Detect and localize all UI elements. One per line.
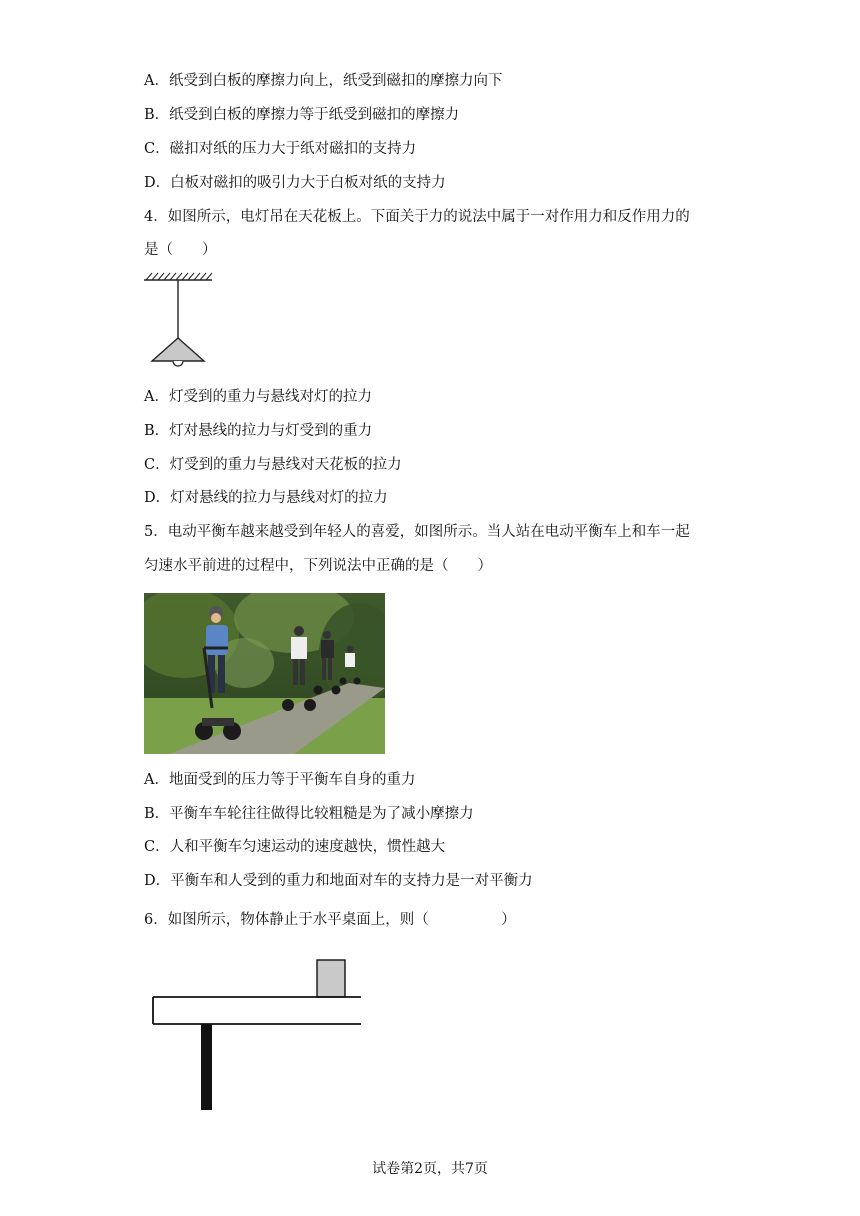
block [317,960,345,997]
q5-option-a: A．地面受到的压力等于平衡车自身的重力 [144,772,416,788]
q5-option-d: D．平衡车和人受到的重力和地面对车的支持力是一对平衡力 [144,873,533,889]
q4-option-c: C．灯受到的重力与悬线对天花板的拉力 [144,457,402,473]
table-leg [201,1024,212,1110]
q5-stem-line1: 5．电动平衡车越来越受到年轻人的喜爱，如图所示。当人站在电动平衡车上和车一起 [144,524,690,540]
q5-option-b: B．平衡车车轮往往做得比较粗糙是为了减小摩擦力 [144,806,474,822]
q3-option-d: D．白板对磁扣的吸引力大于白板对纸的支持力 [144,175,446,191]
q4-option-d: D．灯对悬线的拉力与悬线对灯的拉力 [144,490,388,506]
hanging-lamp-figure [140,268,220,376]
bulb [173,361,183,366]
q4-stem-line1: 4．如图所示，电灯吊在天花板上。下面关于力的说法中属于一对作用力和反作用力的 [144,209,690,225]
q4-option-b: B．灯对悬线的拉力与灯受到的重力 [144,423,373,439]
q5-option-c: C．人和平衡车匀速运动的速度越快，惯性越大 [144,839,446,855]
q6-stem: 6．如图所示，物体静止于水平桌面上，则（ ） [144,912,516,928]
balance-scooter-photo [144,593,385,754]
q3-option-b: B．纸受到白板的摩擦力等于纸受到磁扣的摩擦力 [144,107,460,123]
page-footer: 试卷第2页，共7页 [372,1161,488,1177]
q4-stem-line2: 是（ ） [144,242,217,258]
ceiling-hatching [146,273,212,280]
table-block-figure [148,955,364,1115]
q5-stem-line2: 匀速水平前进的过程中，下列说法中正确的是（ ） [144,558,492,574]
q3-option-c: C．磁扣对纸的压力大于纸对磁扣的支持力 [144,141,417,157]
q4-option-a: A．灯受到的重力与悬线对灯的拉力 [144,389,372,405]
q3-option-a: A．纸受到白板的摩擦力向上，纸受到磁扣的摩擦力向下 [144,73,503,89]
lampshade [152,338,204,361]
